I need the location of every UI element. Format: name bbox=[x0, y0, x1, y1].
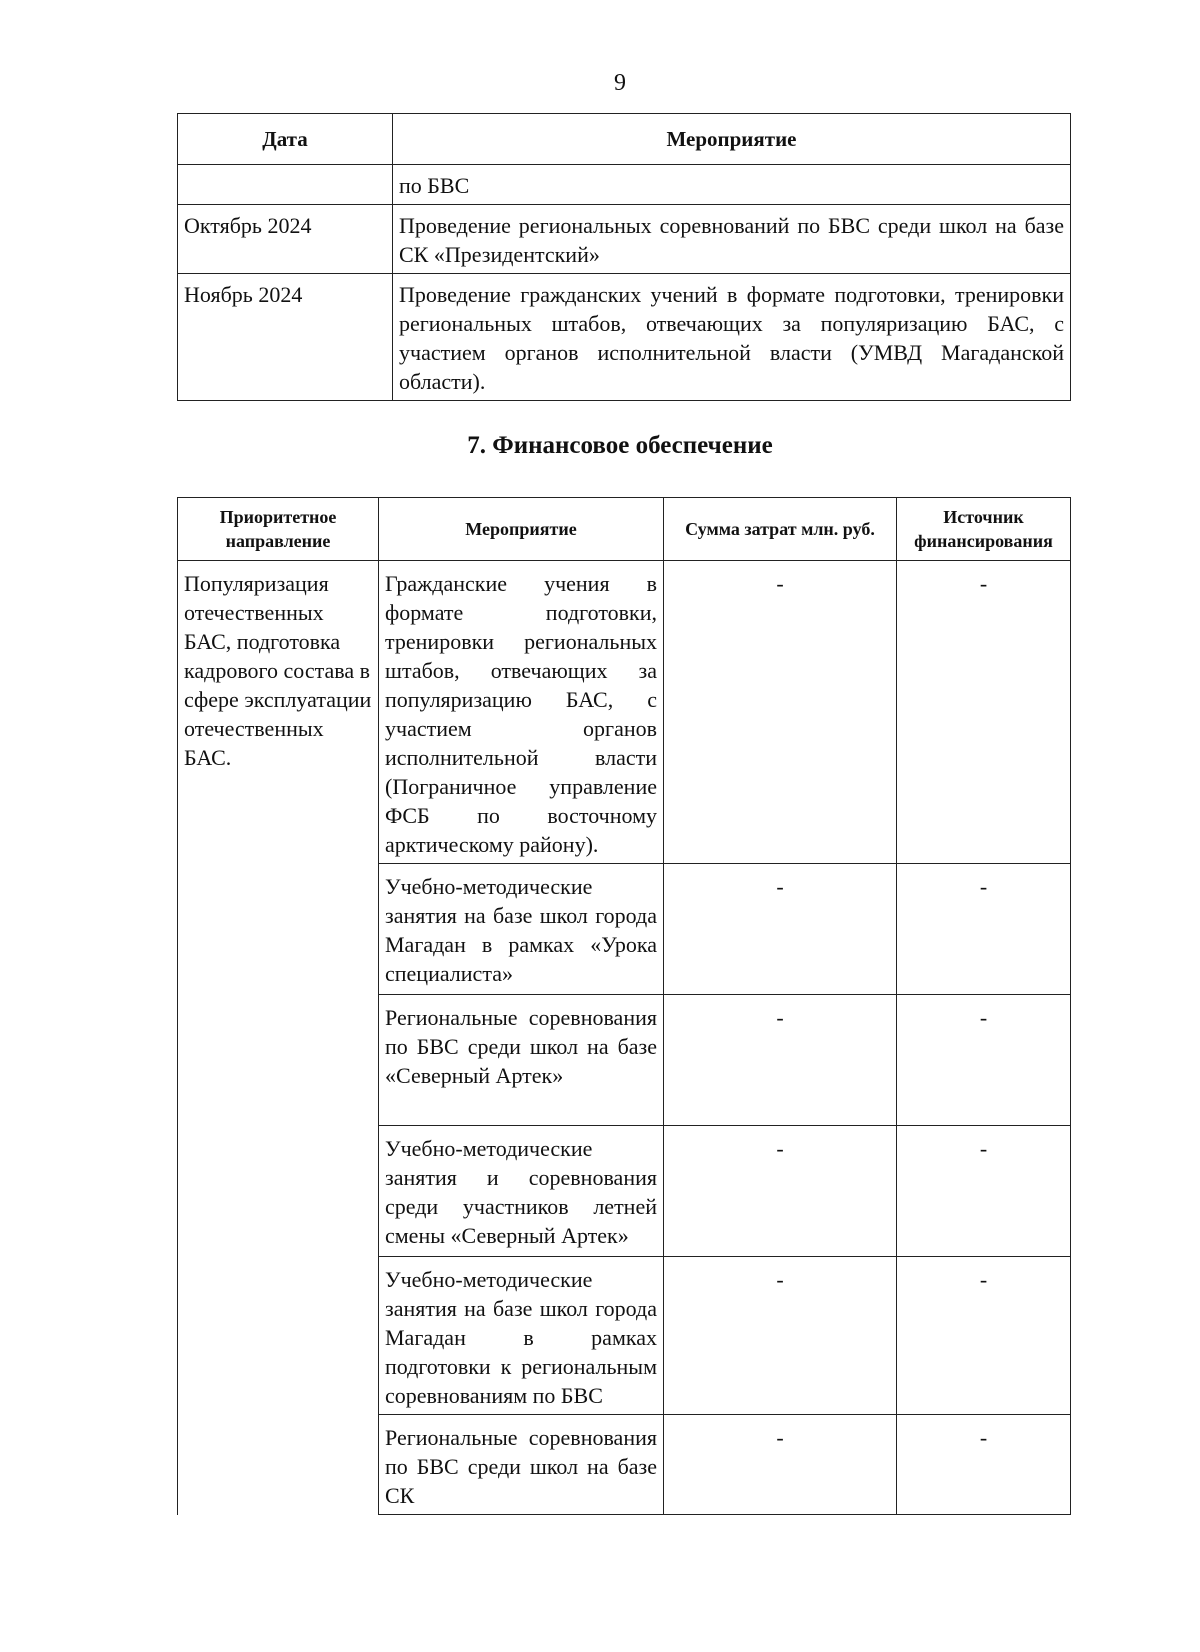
schedule-event-cell: по БВС bbox=[393, 165, 1071, 205]
schedule-date-cell: Ноябрь 2024 bbox=[178, 274, 393, 401]
event-column-header: Мероприятие bbox=[379, 498, 664, 561]
schedule-event-cell: Проведение региональных соревнований по БВС среди школ на базе СК «Президентский» bbox=[393, 205, 1071, 274]
schedule-date-cell: Октябрь 2024 bbox=[178, 205, 393, 274]
source-cell: - bbox=[897, 995, 1071, 1126]
schedule-event-cell: Проведение гражданских учений в формате подготовки, тренировки региональных штабов, отвечающих за популяризацию БАС, с участием органов исполнительной власти (УМВД Магаданской области). bbox=[393, 274, 1071, 401]
finance-event-cell: Региональные соревнования по БВС среди школ на базе СК bbox=[379, 1415, 664, 1515]
finance-table bbox=[177, 497, 1071, 1515]
cost-cell: - bbox=[664, 1257, 897, 1415]
source-cell: - bbox=[897, 864, 1071, 995]
source-column-header: Источник финансирования bbox=[897, 498, 1071, 561]
schedule-header-row bbox=[178, 114, 1071, 165]
page-number: 9 bbox=[614, 70, 626, 96]
schedule-row bbox=[178, 165, 1071, 205]
priority-direction-cell bbox=[178, 561, 379, 1515]
cost-cell: - bbox=[664, 995, 897, 1126]
priority-direction-text: Популяризация отечественных БАС, подготовка кадрового состава в сфере эксплуатации отечественных БАС. bbox=[184, 571, 372, 770]
source-cell: - bbox=[897, 561, 1071, 864]
event-column-header: Мероприятие bbox=[393, 114, 1071, 165]
date-column-header: Дата bbox=[178, 114, 393, 165]
schedule-date-cell bbox=[178, 165, 393, 205]
finance-event-cell: Учебно-методические занятия на базе школ города Магадан в рамках подготовки к региональным соревнованиям по БВС bbox=[379, 1257, 664, 1415]
finance-event-cell: Региональные соревнования по БВС среди школ на базе «Северный Артек» bbox=[379, 995, 664, 1126]
source-cell: - bbox=[897, 1415, 1071, 1515]
section-title: 7. Финансовое обеспечение bbox=[467, 432, 773, 459]
cost-cell: - bbox=[664, 561, 897, 864]
source-cell: - bbox=[897, 1257, 1071, 1415]
finance-event-cell: Гражданские учения в формате подготовки, тренировки региональных штабов, отвечающих за популяризацию БАС, с участием органов исполнительной власти (Пограничное управление ФСБ по восточному арктическому району). bbox=[379, 561, 664, 864]
schedule-row bbox=[178, 205, 1071, 274]
schedule-row bbox=[178, 274, 1071, 401]
cost-cell: - bbox=[664, 864, 897, 995]
cost-cell: - bbox=[664, 1415, 897, 1515]
finance-row bbox=[178, 561, 1071, 864]
cost-cell: - bbox=[664, 1126, 897, 1257]
schedule-table bbox=[177, 113, 1071, 401]
finance-event-cell: Учебно-методические занятия и соревнования среди участников летней смены «Северный Артек» bbox=[379, 1126, 664, 1257]
direction-column-header: Приоритетное направление bbox=[178, 498, 379, 561]
cost-column-header: Сумма затрат млн. руб. bbox=[664, 498, 897, 561]
finance-event-cell: Учебно-методические занятия на базе школ города Магадан в рамках «Урока специалиста» bbox=[379, 864, 664, 995]
finance-header-row bbox=[178, 498, 1071, 561]
source-cell: - bbox=[897, 1126, 1071, 1257]
